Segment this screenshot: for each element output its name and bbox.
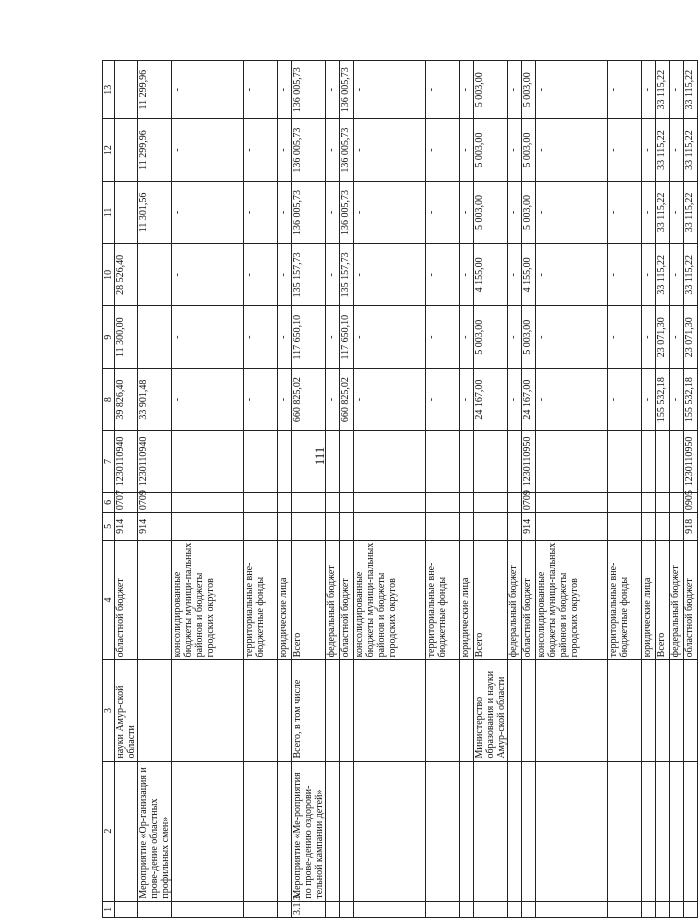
table-cell-col4: консолидированные бюджеты муници-пальных районов и бюджеты городских округов xyxy=(172,540,244,660)
table-cell-col2 xyxy=(460,761,474,901)
table-cell-col7 xyxy=(426,431,460,492)
table-cell-col7 xyxy=(508,431,522,492)
table-cell-col10: 4 155,00 xyxy=(522,244,536,306)
table-cell-col11: - xyxy=(244,181,278,243)
table-cell-col5 xyxy=(670,513,684,541)
column-number-2: 2 xyxy=(103,761,115,901)
table-cell-col5 xyxy=(474,513,508,541)
table-cell-col5 xyxy=(508,513,522,541)
table-cell-col13: 5 003,00 xyxy=(522,61,536,119)
table-cell-col3 xyxy=(244,660,278,761)
table-cell-col8: - xyxy=(670,368,684,430)
table-cell-col10: 4 155,00 xyxy=(474,244,508,306)
table-cell-col8: 660 825,02 xyxy=(292,368,326,430)
table-cell-col5 xyxy=(536,513,608,541)
table-cell-col10: - xyxy=(244,244,278,306)
table-cell-col6 xyxy=(172,492,244,512)
table-cell-col12: - xyxy=(426,119,460,181)
table-cell-col13: - xyxy=(326,61,340,119)
table-cell-col5 xyxy=(340,513,354,541)
table-container xyxy=(102,60,695,918)
table-cell-col3 xyxy=(642,660,656,761)
table-cell-col5 xyxy=(460,513,474,541)
table-cell-col12: 33 115,22 xyxy=(684,119,698,181)
table-cell-col6 xyxy=(536,492,608,512)
table-header-row xyxy=(103,61,115,918)
table-cell-col11: - xyxy=(460,181,474,243)
table-cell-col5: 914 xyxy=(522,513,536,541)
table-cell-col4: консолидированные бюджеты муници-пальных районов и бюджеты городских округов xyxy=(536,540,608,660)
table-cell-col7 xyxy=(608,431,642,492)
table-cell-col11: - xyxy=(642,181,656,243)
table-row xyxy=(138,61,172,918)
table-cell-col4 xyxy=(138,540,172,660)
table-cell-col3: науки Амур-ской области xyxy=(115,660,138,761)
table-cell-col13: - xyxy=(278,61,292,119)
table-cell-col3 xyxy=(278,660,292,761)
column-number-8: 8 xyxy=(103,368,115,430)
table-cell-col1 xyxy=(522,901,536,917)
table-cell-col2 xyxy=(656,761,670,901)
table-cell-col10: - xyxy=(426,244,460,306)
table-cell-col2 xyxy=(278,761,292,901)
table-cell-col7 xyxy=(536,431,608,492)
table-cell-col10: 33 115,22 xyxy=(684,244,698,306)
table-cell-col9: 117 650,10 xyxy=(340,306,354,368)
table-cell-col7: 1230110950 xyxy=(522,431,536,492)
table-cell-col13: 11 299,96 xyxy=(138,61,172,119)
table-row xyxy=(172,61,244,918)
table-cell-col3: Министерство образования и науки Амур-ской области xyxy=(474,660,508,761)
table-cell-col5 xyxy=(608,513,642,541)
table-cell-col1 xyxy=(684,901,698,917)
table-cell-col11: - xyxy=(536,181,608,243)
table-cell-col5 xyxy=(278,513,292,541)
table-cell-col1 xyxy=(460,901,474,917)
table-cell-col6 xyxy=(460,492,474,512)
table-cell-col11: - xyxy=(508,181,522,243)
table-row xyxy=(474,61,508,918)
table-cell-col11: - xyxy=(172,181,244,243)
table-cell-col3 xyxy=(172,660,244,761)
table-cell-col2 xyxy=(340,761,354,901)
table-row xyxy=(340,61,354,918)
table-row xyxy=(292,61,326,918)
table-cell-col10: - xyxy=(278,244,292,306)
table-cell-col1 xyxy=(608,901,642,917)
table-cell-col9: - xyxy=(460,306,474,368)
table-cell-col4: областной бюджет xyxy=(340,540,354,660)
table-cell-col2: Мероприятие «Ор-ганизация и прове-дение областных профильных смен» xyxy=(138,761,172,901)
table-cell-col2 xyxy=(670,761,684,901)
table-cell-col5: 914 xyxy=(115,513,138,541)
table-cell-col3 xyxy=(354,660,426,761)
table-cell-col5 xyxy=(244,513,278,541)
table-cell-col13: - xyxy=(608,61,642,119)
table-cell-col3: Всего, в том числе xyxy=(292,660,326,761)
page-number: 111 xyxy=(312,446,327,466)
table-cell-col11: 33 115,22 xyxy=(684,181,698,243)
table-cell-col11: 33 115,22 xyxy=(656,181,670,243)
table-cell-col4: юридические лица xyxy=(642,540,656,660)
table-cell-col7 xyxy=(278,431,292,492)
table-cell-col2 xyxy=(508,761,522,901)
table-cell-col6 xyxy=(244,492,278,512)
table-cell-col8: - xyxy=(460,368,474,430)
table-cell-col3 xyxy=(522,660,536,761)
table-cell-col7 xyxy=(460,431,474,492)
table-cell-col11: - xyxy=(426,181,460,243)
table-cell-col1 xyxy=(670,901,684,917)
table-cell-col5 xyxy=(326,513,340,541)
table-cell-col2 xyxy=(608,761,642,901)
table-cell-col5 xyxy=(426,513,460,541)
table-cell-col1 xyxy=(508,901,522,917)
table-cell-col4: юридические лица xyxy=(460,540,474,660)
table-cell-col11: - xyxy=(608,181,642,243)
table-row xyxy=(278,61,292,918)
table-cell-col9: - xyxy=(508,306,522,368)
table-cell-col1 xyxy=(244,901,278,917)
table-cell-col12: 136 005,73 xyxy=(340,119,354,181)
table-cell-col4: территориальные вне-бюджетные фонды xyxy=(608,540,642,660)
table-cell-col11 xyxy=(115,181,138,243)
table-cell-col10: 28 526,40 xyxy=(115,244,138,306)
column-number-7: 7 xyxy=(103,431,115,492)
table-cell-col5 xyxy=(656,513,670,541)
table-cell-col1 xyxy=(354,901,426,917)
table-cell-col13: - xyxy=(642,61,656,119)
table-cell-col4: Всего xyxy=(656,540,670,660)
table-cell-col11: - xyxy=(670,181,684,243)
table-cell-col2: Мероприятие «Ме-роприятия по прове-дению оздорови-тельной кампании детей» xyxy=(292,761,326,901)
table-cell-col11: 136 005,73 xyxy=(340,181,354,243)
table-cell-col9: - xyxy=(426,306,460,368)
table-cell-col3 xyxy=(684,660,698,761)
table-cell-col8: - xyxy=(536,368,608,430)
table-cell-col11: 11 301,56 xyxy=(138,181,172,243)
table-cell-col3 xyxy=(426,660,460,761)
table-cell-col9: - xyxy=(278,306,292,368)
table-cell-col12: - xyxy=(608,119,642,181)
table-cell-col6 xyxy=(340,492,354,512)
table-cell-col8: - xyxy=(326,368,340,430)
table-cell-col9: 5 003,00 xyxy=(474,306,508,368)
table-cell-col9: 5 003,00 xyxy=(522,306,536,368)
table-cell-col13: - xyxy=(508,61,522,119)
table-cell-col11: - xyxy=(354,181,426,243)
table-cell-col7 xyxy=(172,431,244,492)
table-cell-col8: - xyxy=(172,368,244,430)
table-cell-col13: - xyxy=(244,61,278,119)
table-cell-col2 xyxy=(115,761,138,901)
table-cell-col2 xyxy=(354,761,426,901)
table-cell-col3 xyxy=(340,660,354,761)
table-cell-col4: консолидированные бюджеты муници-пальных районов и бюджеты городских округов xyxy=(354,540,426,660)
table-cell-col12: - xyxy=(244,119,278,181)
table-cell-col13: 33 115,22 xyxy=(684,61,698,119)
table-cell-col8: - xyxy=(508,368,522,430)
table-cell-col1 xyxy=(115,901,138,917)
table-cell-col9: - xyxy=(608,306,642,368)
table-cell-col8: - xyxy=(354,368,426,430)
table-cell-col6 xyxy=(326,492,340,512)
table-cell-col2 xyxy=(642,761,656,901)
table-cell-col1 xyxy=(172,901,244,917)
table-cell-col9: - xyxy=(536,306,608,368)
table-cell-col10: - xyxy=(460,244,474,306)
table-cell-col12: 5 003,00 xyxy=(522,119,536,181)
table-cell-col6 xyxy=(670,492,684,512)
table-cell-col9: 23 071,30 xyxy=(656,306,670,368)
table-cell-col7: 1230110940 xyxy=(115,431,138,492)
table-cell-col1 xyxy=(656,901,670,917)
table-cell-col1 xyxy=(474,901,508,917)
table-cell-col13: - xyxy=(670,61,684,119)
table-cell-col8: 660 825,02 xyxy=(340,368,354,430)
table-cell-col9: - xyxy=(354,306,426,368)
table-cell-col6: 0905 xyxy=(684,492,698,512)
table-cell-col9: - xyxy=(244,306,278,368)
table-cell-col12: 11 299,96 xyxy=(138,119,172,181)
table-cell-col2 xyxy=(522,761,536,901)
table-cell-col11: 5 003,00 xyxy=(474,181,508,243)
table-row xyxy=(608,61,642,918)
table-cell-col6 xyxy=(426,492,460,512)
table-cell-col10: - xyxy=(508,244,522,306)
table-cell-col3 xyxy=(460,660,474,761)
table-cell-col10: - xyxy=(536,244,608,306)
table-cell-col5: 918 xyxy=(684,513,698,541)
column-number-11: 11 xyxy=(103,181,115,243)
table-cell-col7 xyxy=(340,431,354,492)
table-cell-col10: - xyxy=(670,244,684,306)
table-cell-col10: - xyxy=(642,244,656,306)
table-cell-col4: юридические лица xyxy=(278,540,292,660)
table-cell-col4: Всего xyxy=(292,540,326,660)
table-cell-col2 xyxy=(684,761,698,901)
table-cell-col9: 11 300,00 xyxy=(115,306,138,368)
table-row xyxy=(460,61,474,918)
table-row xyxy=(684,61,698,918)
table-cell-col4: Всего xyxy=(474,540,508,660)
table-cell-col12: - xyxy=(326,119,340,181)
table-cell-col1 xyxy=(278,901,292,917)
table-cell-col13 xyxy=(115,61,138,119)
table-cell-col13: - xyxy=(426,61,460,119)
table-cell-col8: - xyxy=(426,368,460,430)
table-cell-col4: территориальные вне-бюджетные фонды xyxy=(244,540,278,660)
table-cell-col8: - xyxy=(278,368,292,430)
table-cell-col3 xyxy=(656,660,670,761)
table-cell-col11: 5 003,00 xyxy=(522,181,536,243)
column-number-13: 13 xyxy=(103,61,115,119)
table-cell-col9: - xyxy=(642,306,656,368)
column-number-12: 12 xyxy=(103,119,115,181)
table-cell-col1 xyxy=(326,901,340,917)
table-cell-col12 xyxy=(115,119,138,181)
table-cell-col13: 5 003,00 xyxy=(474,61,508,119)
table-cell-col7 xyxy=(326,431,340,492)
table-cell-col1 xyxy=(426,901,460,917)
table-cell-col8: 24 167,00 xyxy=(522,368,536,430)
table-cell-col10: - xyxy=(172,244,244,306)
table-cell-col9: 23 071,30 xyxy=(684,306,698,368)
table-cell-col6: 0707 xyxy=(115,492,138,512)
table-cell-col8: 24 167,00 xyxy=(474,368,508,430)
table-cell-col9: - xyxy=(670,306,684,368)
table-cell-col2 xyxy=(426,761,460,901)
table-cell-col11: 136 005,73 xyxy=(292,181,326,243)
table-cell-col7 xyxy=(244,431,278,492)
table-row xyxy=(642,61,656,918)
table-cell-col4: территориальные вне-бюджетные фонды xyxy=(426,540,460,660)
table-cell-col7: 1230110950 xyxy=(684,431,698,492)
table-cell-col3 xyxy=(138,660,172,761)
table-cell-col6 xyxy=(608,492,642,512)
table-row xyxy=(670,61,684,918)
table-cell-col9 xyxy=(138,306,172,368)
table-cell-col6 xyxy=(354,492,426,512)
table-cell-col13: 136 005,73 xyxy=(292,61,326,119)
table-cell-col10: 135 157,73 xyxy=(292,244,326,306)
table-cell-col10 xyxy=(138,244,172,306)
table-cell-col8: - xyxy=(244,368,278,430)
column-number-1: 1 xyxy=(103,901,115,917)
table-cell-col12: - xyxy=(642,119,656,181)
table-cell-col4: областной бюджет xyxy=(684,540,698,660)
table-cell-col12: 33 115,22 xyxy=(656,119,670,181)
table-cell-col12: - xyxy=(670,119,684,181)
table-cell-col5 xyxy=(642,513,656,541)
table-cell-col5 xyxy=(292,513,326,541)
table-cell-col10: - xyxy=(326,244,340,306)
table-cell-col5 xyxy=(354,513,426,541)
table-cell-col10: 33 115,22 xyxy=(656,244,670,306)
table-cell-col2 xyxy=(326,761,340,901)
column-number-4: 4 xyxy=(103,540,115,660)
table-cell-col8: 39 826,40 xyxy=(115,368,138,430)
table-cell-col1: 3.1.3. xyxy=(292,901,326,917)
table-cell-col12: - xyxy=(536,119,608,181)
table-cell-col3 xyxy=(608,660,642,761)
table-cell-col4: федеральный бюджет xyxy=(508,540,522,660)
table-cell-col7 xyxy=(354,431,426,492)
table-cell-col12: - xyxy=(278,119,292,181)
table-cell-col12: - xyxy=(354,119,426,181)
table-cell-col5 xyxy=(172,513,244,541)
table-cell-col2 xyxy=(172,761,244,901)
table-cell-col11: - xyxy=(278,181,292,243)
table-cell-col10: - xyxy=(354,244,426,306)
table-cell-col12: - xyxy=(508,119,522,181)
table-cell-col5: 914 xyxy=(138,513,172,541)
table-cell-col6 xyxy=(656,492,670,512)
table-cell-col6: 0709 xyxy=(522,492,536,512)
table-row xyxy=(326,61,340,918)
table-row xyxy=(244,61,278,918)
table-cell-col7 xyxy=(670,431,684,492)
table-cell-col6 xyxy=(278,492,292,512)
table-cell-col6 xyxy=(474,492,508,512)
table-cell-col7 xyxy=(656,431,670,492)
column-number-5: 5 xyxy=(103,513,115,541)
table-cell-col13: - xyxy=(354,61,426,119)
table-cell-col3 xyxy=(670,660,684,761)
table-cell-col7 xyxy=(474,431,508,492)
table-cell-col9: - xyxy=(172,306,244,368)
table-cell-col12: - xyxy=(460,119,474,181)
table-cell-col8: 33 901,48 xyxy=(138,368,172,430)
table-cell-col13: - xyxy=(536,61,608,119)
table-cell-col8: - xyxy=(608,368,642,430)
table-row xyxy=(354,61,426,918)
table-cell-col4: областной бюджет xyxy=(522,540,536,660)
table-row xyxy=(522,61,536,918)
table-cell-col8: 155 532,18 xyxy=(656,368,670,430)
table-cell-col2 xyxy=(474,761,508,901)
table-cell-col9: - xyxy=(326,306,340,368)
budget-table xyxy=(102,60,698,918)
table-cell-col1 xyxy=(340,901,354,917)
table-cell-col4: федеральный бюджет xyxy=(670,540,684,660)
table-row xyxy=(656,61,670,918)
table-cell-col2 xyxy=(244,761,278,901)
table-cell-col7 xyxy=(292,431,326,492)
table-cell-col6 xyxy=(642,492,656,512)
table-cell-col3 xyxy=(508,660,522,761)
table-cell-col7 xyxy=(642,431,656,492)
column-number-3: 3 xyxy=(103,660,115,761)
table-cell-col3 xyxy=(326,660,340,761)
table-row xyxy=(508,61,522,918)
table-cell-col12: 5 003,00 xyxy=(474,119,508,181)
table-cell-col1 xyxy=(536,901,608,917)
table-cell-col12: - xyxy=(172,119,244,181)
table-cell-col11: - xyxy=(326,181,340,243)
table-row xyxy=(536,61,608,918)
table-cell-col2 xyxy=(536,761,608,901)
table-cell-col6: 0709 xyxy=(138,492,172,512)
table-cell-col13: - xyxy=(172,61,244,119)
table-cell-col13: 33 115,22 xyxy=(656,61,670,119)
table-row xyxy=(426,61,460,918)
table-cell-col13: - xyxy=(460,61,474,119)
table-cell-col12: 136 005,73 xyxy=(292,119,326,181)
table-cell-col4: областной бюджет xyxy=(115,540,138,660)
table-cell-col10: - xyxy=(608,244,642,306)
table-cell-col4: федеральный бюджет xyxy=(326,540,340,660)
table-row xyxy=(115,61,138,918)
column-number-9: 9 xyxy=(103,306,115,368)
table-cell-col8: - xyxy=(642,368,656,430)
table-cell-col9: 117 650,10 xyxy=(292,306,326,368)
table-cell-col1 xyxy=(642,901,656,917)
table-cell-col3 xyxy=(536,660,608,761)
table-cell-col6 xyxy=(508,492,522,512)
table-cell-col10: 135 157,73 xyxy=(340,244,354,306)
table-cell-col13: 136 005,73 xyxy=(340,61,354,119)
table-cell-col1 xyxy=(138,901,172,917)
column-number-6: 6 xyxy=(103,492,115,512)
table-cell-col7: 1230110940 xyxy=(138,431,172,492)
table-cell-col6 xyxy=(292,492,326,512)
table-cell-col8: 155 532,18 xyxy=(684,368,698,430)
column-number-10: 10 xyxy=(103,244,115,306)
